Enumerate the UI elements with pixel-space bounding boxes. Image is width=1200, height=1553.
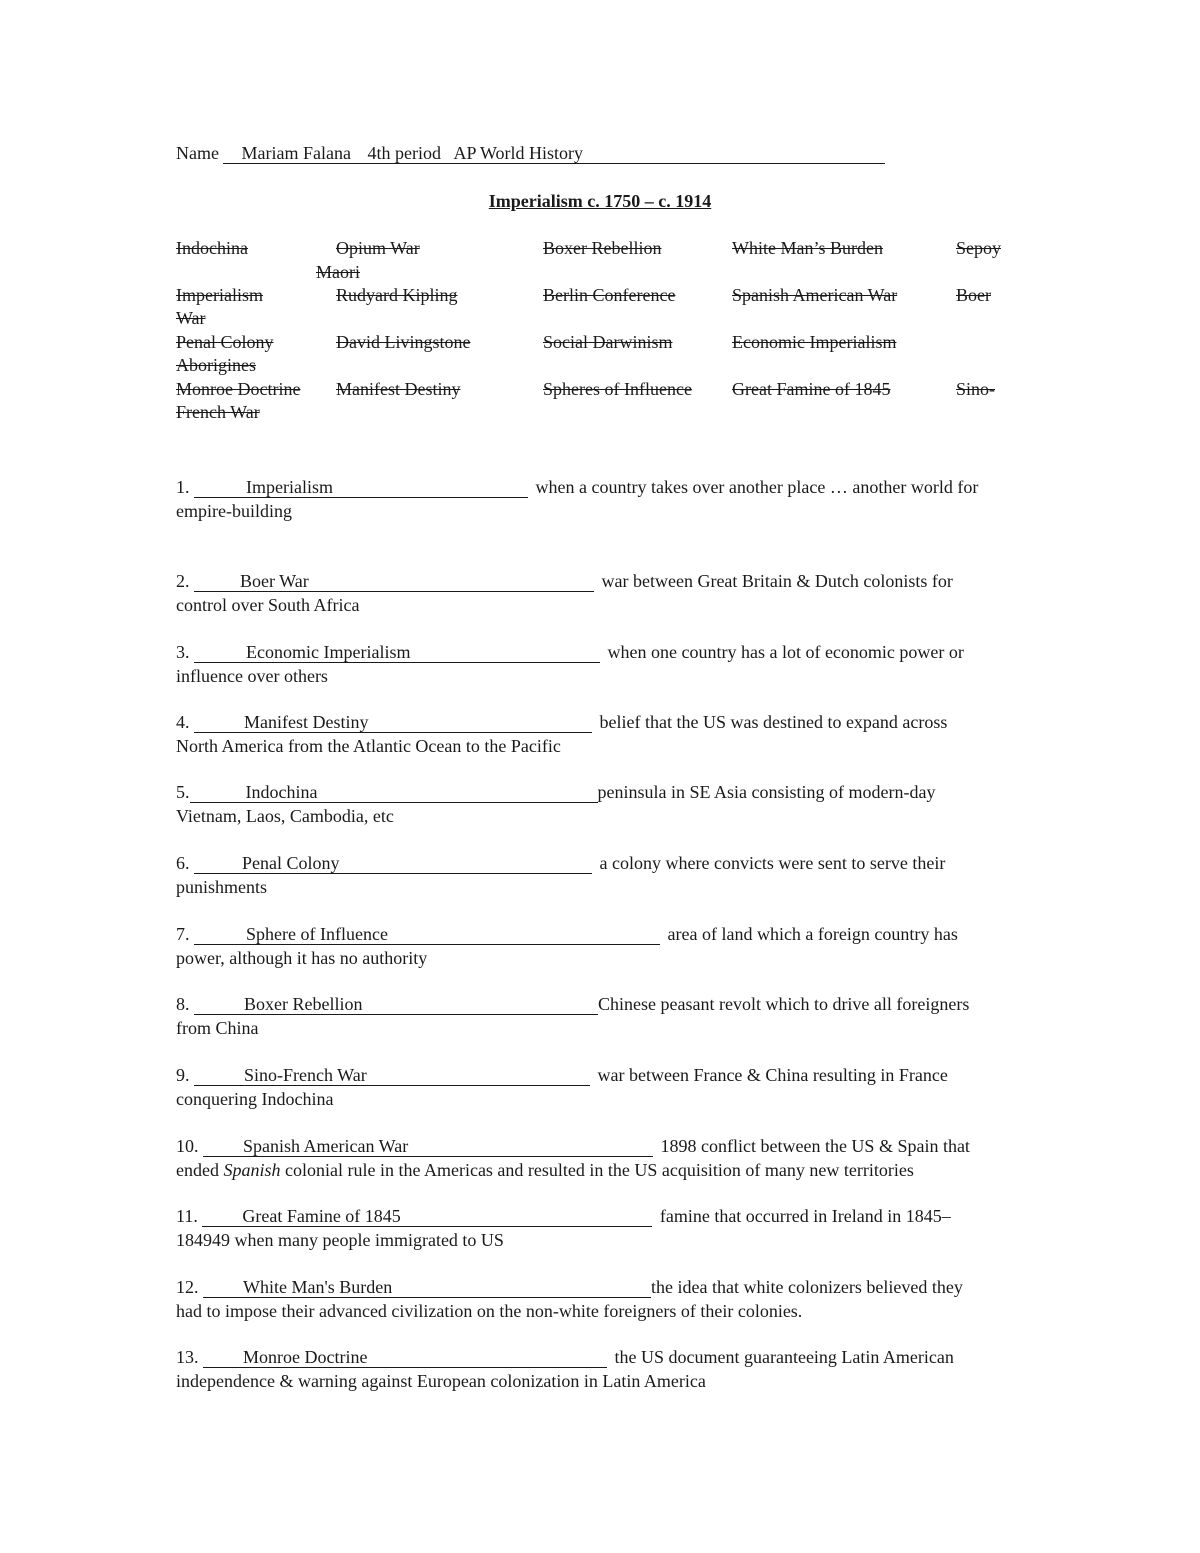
definition-text: conquering Indochina: [176, 1089, 334, 1109]
definition-text: 184949 when many people immigrated to US: [176, 1230, 504, 1250]
definition-text: a colony where convicts were sent to serve their: [599, 853, 946, 873]
definition-text: punishments: [176, 877, 268, 897]
question-7: [176, 924, 1036, 974]
answer-blank[interactable]: [203, 1136, 653, 1157]
word-bank-term: Sepoy: [956, 238, 1001, 258]
question-number: 2.: [176, 571, 190, 591]
definition-text: the US document guaranteeing Latin American: [614, 1347, 954, 1367]
question-11: [176, 1206, 1036, 1256]
course-name: AP World History: [453, 143, 584, 163]
word-bank-term: Indochina: [176, 238, 248, 258]
word-bank-term: French War: [176, 402, 260, 422]
definition-text: ended: [176, 1160, 224, 1180]
question-2: [176, 571, 1036, 621]
answer-blank[interactable]: [194, 853, 592, 874]
definition-text: when a country takes over another place … another world for: [535, 477, 979, 497]
question-9: [176, 1065, 1036, 1115]
answer-blank[interactable]: [203, 1347, 607, 1368]
answer-blank[interactable]: [194, 712, 592, 733]
name-field[interactable]: [223, 143, 885, 164]
answer-text: Economic Imperialism: [246, 642, 411, 662]
answer-blank[interactable]: [194, 571, 594, 592]
definition-text: Vietnam, Laos, Cambodia, etc: [176, 806, 394, 826]
word-bank-term: Penal Colony: [176, 332, 274, 352]
definition-text: area of land which a foreign country has: [667, 924, 958, 944]
question-number: 3.: [176, 642, 190, 662]
definition-text: the idea that white colonizers believed they: [651, 1277, 963, 1297]
definition-text: when one country has a lot of economic power or: [607, 642, 964, 662]
question-number: 7.: [176, 924, 190, 944]
answer-blank[interactable]: [203, 1277, 651, 1298]
page-title: Imperialism c. 1750 – c. 1914: [488, 191, 712, 211]
word-bank-term: Sino-: [956, 379, 996, 399]
definition-text: colonial rule in the Americas and resulted in the US acquisition of many new territories: [280, 1160, 914, 1180]
definition-text: 1898 conflict between the US & Spain that: [660, 1136, 970, 1156]
answer-blank[interactable]: [194, 994, 598, 1015]
answer-blank[interactable]: [194, 642, 600, 663]
answer-blank[interactable]: [202, 1206, 652, 1227]
word-bank-term: Economic Imperialism: [732, 332, 897, 352]
word-bank-term: Maori: [316, 262, 360, 282]
definition-text: empire-building: [176, 501, 292, 521]
definition-text: peninsula in SE Asia consisting of modern-day: [597, 782, 936, 802]
question-13: [176, 1347, 1036, 1397]
definition-emphasis: Spanish: [223, 1160, 281, 1180]
word-bank-term: Boxer Rebellion: [543, 238, 662, 258]
definition-text: Chinese peasant revolt which to drive all foreigners: [598, 994, 970, 1014]
answer-text: Great Famine of 1845: [242, 1206, 401, 1226]
answer-blank[interactable]: [194, 1065, 590, 1086]
definition-text: famine that occurred in Ireland in 1845–: [659, 1206, 951, 1226]
question-4: [176, 712, 1036, 762]
word-bank-term: Monroe Doctrine: [176, 379, 301, 399]
question-12: [176, 1277, 1036, 1327]
question-10: [176, 1136, 1036, 1186]
answer-blank[interactable]: [194, 477, 528, 498]
name-line: [176, 143, 885, 164]
question-number: 1.: [176, 477, 190, 497]
question-number: 13.: [176, 1347, 199, 1367]
definition-text: war between Great Britain & Dutch colonists for: [601, 571, 953, 591]
answer-text: Imperialism: [246, 477, 333, 497]
question-number: 6.: [176, 853, 190, 873]
question-number: 12.: [176, 1277, 199, 1297]
answer-text: Spanish American War: [243, 1136, 409, 1156]
word-bank-term: Social Darwinism: [543, 332, 673, 352]
word-bank-term: Great Famine of 1845: [732, 379, 891, 399]
word-bank-term: Berlin Conference: [543, 285, 676, 305]
student-name: Mariam Falana: [241, 143, 351, 163]
question-6: [176, 853, 1036, 903]
definition-text: influence over others: [176, 666, 328, 686]
definition-text: North America from the Atlantic Ocean to the Pacific: [176, 736, 561, 756]
definition-text: power, although it has no authority: [176, 948, 428, 968]
definition-text: belief that the US was destined to expand across: [599, 712, 948, 732]
question-number: 5.: [176, 782, 190, 802]
definition-text: independence & warning against European colonization in Latin America: [176, 1371, 706, 1391]
class-period: 4th period: [367, 143, 441, 163]
word-bank-term: War: [176, 308, 206, 328]
question-number: 8.: [176, 994, 190, 1014]
word-bank-term: Manifest Destiny: [336, 379, 461, 399]
question-8: [176, 994, 1036, 1044]
question-1: [176, 477, 1036, 527]
word-bank-term: Imperialism: [176, 285, 263, 305]
word-bank-term: Boer: [956, 285, 991, 305]
word-bank-term: Aborigines: [176, 355, 256, 375]
definition-text: had to impose their advanced civilization on the non-white foreigners of their colonies.: [176, 1301, 803, 1321]
word-bank-term: Spheres of Influence: [543, 379, 692, 399]
answer-blank[interactable]: [194, 924, 660, 945]
question-number: 4.: [176, 712, 190, 732]
definition-text: control over South Africa: [176, 595, 360, 615]
question-number: 10.: [176, 1136, 199, 1156]
answer-text: White Man's Burden: [243, 1277, 393, 1297]
word-bank-term: Opium War: [336, 238, 420, 258]
answer-text: Manifest Destiny: [244, 712, 369, 732]
question-5: [176, 782, 1036, 832]
definition-text: from China: [176, 1018, 259, 1038]
answer-text: Indochina: [245, 782, 318, 802]
name-label: Name: [176, 143, 219, 163]
answer-text: Boer War: [240, 571, 309, 591]
answer-text: Sino-French War: [244, 1065, 367, 1085]
question-3: [176, 642, 1036, 692]
word-bank-term: White Man’s Burden: [732, 238, 883, 258]
answer-text: Boxer Rebellion: [244, 994, 363, 1014]
answer-text: Sphere of Influence: [246, 924, 388, 944]
question-number: 9.: [176, 1065, 190, 1085]
answer-text: Penal Colony: [242, 853, 340, 873]
definition-text: war between France & China resulting in France: [597, 1065, 948, 1085]
word-bank-term: Spanish American War: [732, 285, 898, 305]
word-bank-term: David Livingstone: [336, 332, 471, 352]
answer-blank[interactable]: [190, 782, 598, 803]
answer-text: Monroe Doctrine: [243, 1347, 368, 1367]
word-bank-term: Rudyard Kipling: [336, 285, 458, 305]
question-number: 11.: [176, 1206, 198, 1226]
